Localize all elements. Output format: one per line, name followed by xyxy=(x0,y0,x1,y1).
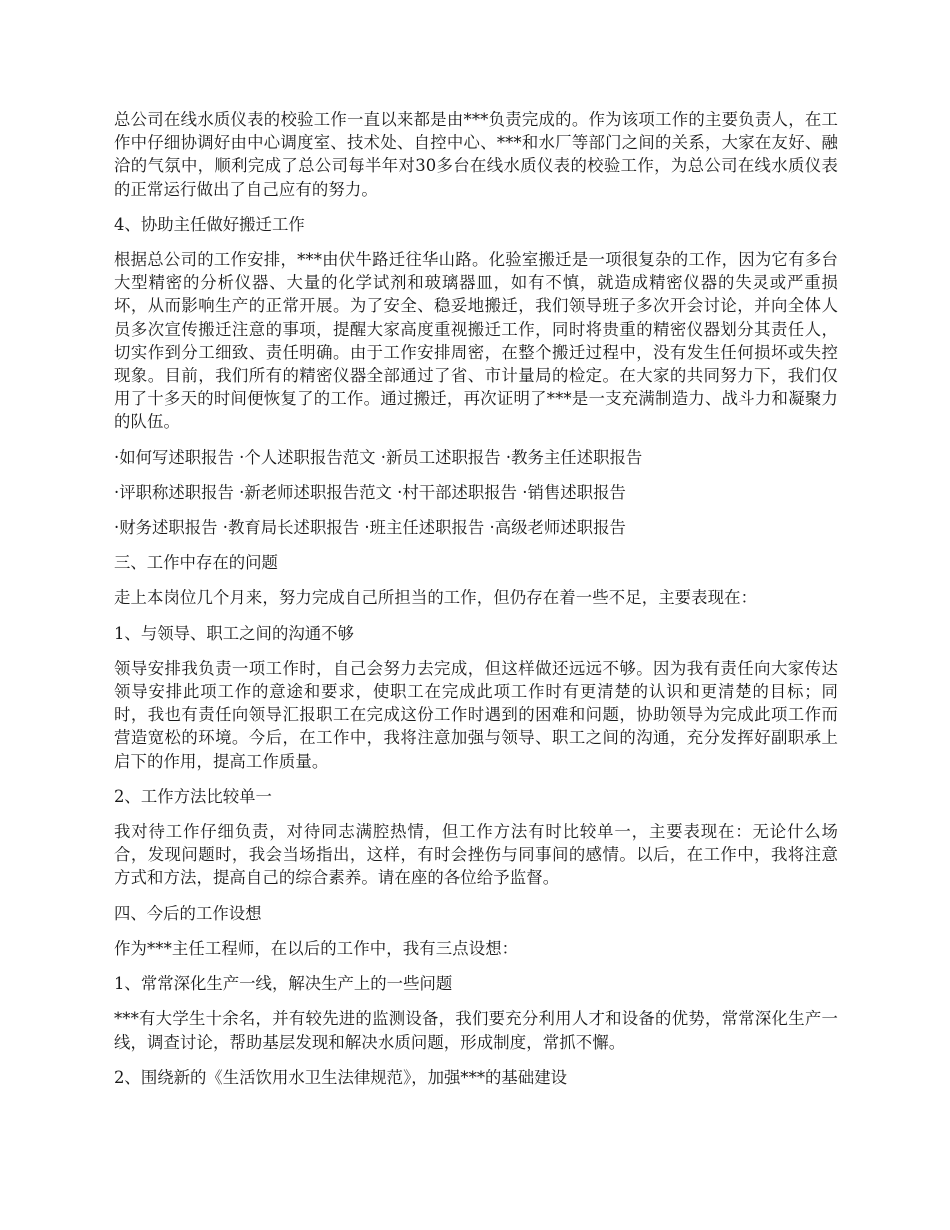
related-links-row-3 xyxy=(114,516,838,539)
paragraph-problems-intro: 走上本岗位几个月来，努力完成自己所担当的工作，但仍存在着一些不足，主要表现在： xyxy=(114,588,758,608)
heading-infrastructure: 2、围绕新的《生活饮用水卫生法律规范》，加强***的基础建设 xyxy=(114,1067,567,1087)
related-links-row-1 xyxy=(114,446,838,469)
heading-future-plans: 四、今后的工作设想 xyxy=(114,903,262,923)
paragraph-work-method: 我对待工作仔细负责，对待同志满腔热情，但工作方法有时比较单一，主要表现在：无论什么场合，发现问题时，我会当场指出，这样，有时会挫伤与同事间的感情。以后，在工作中，我将注意方式和方法，提高自己的综合素养。请在座的各位给予监督。 xyxy=(114,822,838,888)
related-link[interactable]: ·教育局长述职报告 xyxy=(222,518,360,538)
related-link[interactable]: ·新老师述职报告范文 xyxy=(239,482,392,502)
related-link[interactable]: ·如何写述职报告 xyxy=(114,447,234,467)
heading-communication: 1、与领导、职工之间的沟通不够 xyxy=(114,623,354,643)
related-link[interactable]: ·个人述职报告范文 xyxy=(239,447,376,467)
heading-frontline: 1、常常深化生产一线，解决生产上的一些问题 xyxy=(114,974,453,994)
heading-work-method: 2、工作方法比较单一 xyxy=(114,786,272,806)
paragraph-communication: 领导安排我负责一项工作时，自己会努力去完成，但这样做还远远不够。因为我有责任向大家传达领导安排此项工作的意途和要求，使职工在完成此项工作时有更清楚的认识和更清楚的目标；同时，我也有责任向领导汇报职工在完成这份工作时遇到的困难和问题，协助领导为完成此项工作而营造宽松的环境。今后，在工作中，我将注意加强与领导、职工之间的沟通，充分发挥好副职承上启下的作用，提高工作质量。 xyxy=(114,658,838,771)
paragraph-future-intro: 作为***主任工程师，在以后的工作中，我有三点设想： xyxy=(114,938,519,958)
related-link[interactable]: ·高级老师述职报告 xyxy=(489,518,626,538)
related-link[interactable]: ·村干部述职报告 xyxy=(397,482,518,502)
related-link[interactable]: ·班主任述职报告 xyxy=(364,518,485,538)
related-link[interactable]: ·新员工述职报告 xyxy=(380,447,501,467)
paragraph-frontline: ***有大学生十余名，并有较先进的监测设备，我们要充分利用人才和设备的优势，常常深化生产一线，调查讨论，帮助基层发现和解决水质问题，形成制度，常抓不懈。 xyxy=(114,1009,838,1052)
related-link[interactable]: ·评职称述职报告 xyxy=(114,482,234,502)
related-link[interactable]: ·财务述职报告 xyxy=(114,518,218,538)
paragraph-relocation: 根据总公司的工作安排，***由伏牛路迁往华山路。化验室搬迁是一项很复杂的工作，因为它有多台大型精密的分析仪器、大量的化学试剂和玻璃器皿，如有不慎，就造成精密仪器的失灵或严重损坏，从而影响生产的正常开展。为了安全、稳妥地搬迁，我们领导班子多次开会讨论，并向全体人员多次宣传搬迁注意的事项，提醒大家高度重视搬迁工作，同时将贵重的精密仪器划分其责任人，切实作到分工细致、责任明确。由于工作安排周密，在整个搬迁过程中，没有发生任何损坏或失控现象。目前，我们所有的精密仪器全部通过了省、市计量局的检定。在大家的共同努力下，我们仅用了十多天的时间便恢复了的工作。通过搬迁，再次证明了***是一支充满制造力、战斗力和凝聚力的队伍。 xyxy=(114,250,838,432)
related-links-row-2 xyxy=(114,481,838,504)
paragraph-instrument-calibration: 总公司在线水质仪表的校验工作一直以来都是由***负责完成的。作为该项工作的主要负责人，在工作中仔细协调好由中心调度室、技术处、自控中心、***和水厂等部门之间的关系，大家在友好、融洽的气氛中，顺利完成了总公司每半年对30多台在线水质仪表的校验工作，为总公司在线水质仪表的正常运行做出了自己应有的努力。 xyxy=(114,110,838,199)
related-link[interactable]: ·销售述职报告 xyxy=(522,482,626,502)
heading-problems: 三、工作中存在的问题 xyxy=(114,553,278,573)
document-page xyxy=(114,108,838,1101)
heading-relocation: 4、协助主任做好搬迁工作 xyxy=(114,214,305,234)
related-link[interactable]: ·教务主任述职报告 xyxy=(505,447,643,467)
